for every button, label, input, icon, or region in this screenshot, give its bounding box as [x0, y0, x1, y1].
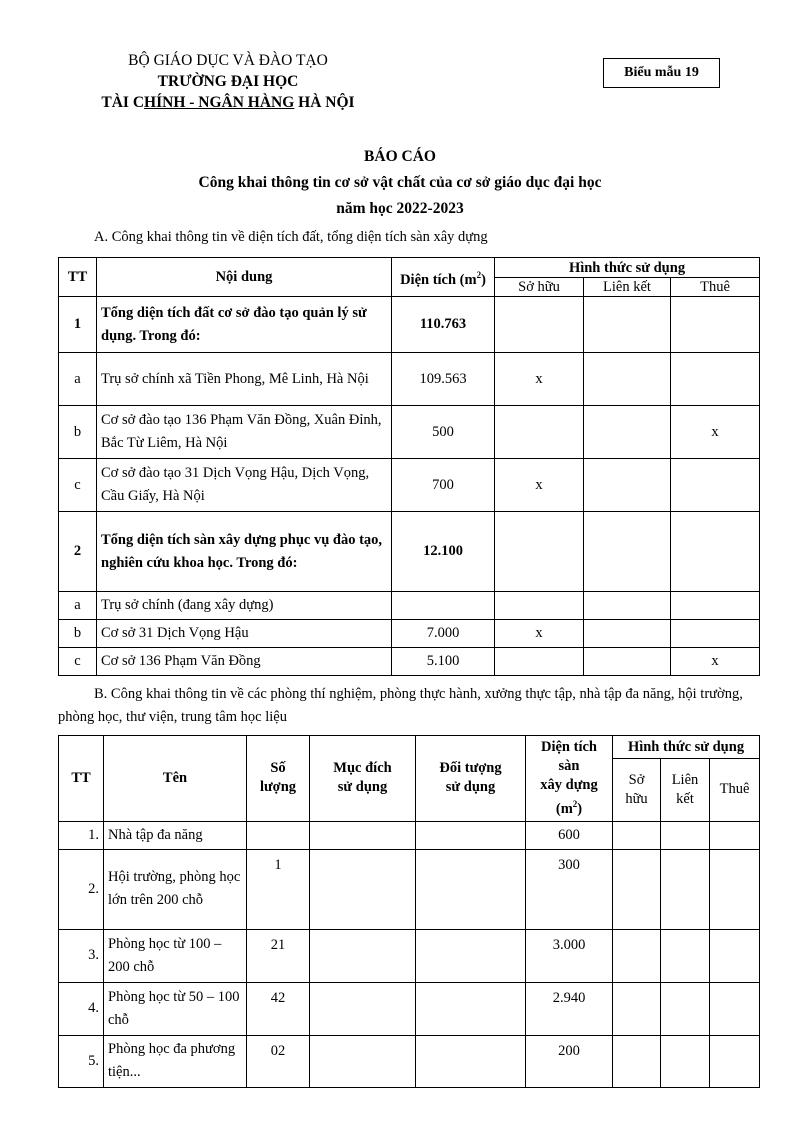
header-rent: Thuê	[671, 278, 760, 297]
report-title	[0, 144, 800, 222]
cell-joint	[584, 512, 671, 592]
cell-tt: 2	[59, 512, 97, 592]
cell-content: Tổng diện tích đất cơ sở đào tạo quản lý sử dụng. Trong đó:	[97, 297, 392, 353]
cell-tt: c	[59, 459, 97, 512]
cell-purpose	[310, 1035, 416, 1087]
cell-tt: c	[59, 648, 97, 676]
cell-area: 200	[526, 1035, 613, 1087]
facilities-table	[58, 735, 760, 1088]
cell-content: Cơ sở 31 Dịch Vọng Hậu	[97, 620, 392, 648]
cell-area: 7.000	[392, 620, 495, 648]
cell-quantity: 1	[247, 849, 310, 929]
cell-area	[392, 592, 495, 620]
table-row	[59, 821, 760, 849]
cell-rent	[671, 459, 760, 512]
cell-name: Phòng học từ 100 – 200 chỗ	[104, 929, 247, 982]
cell-joint	[584, 353, 671, 406]
table-row	[59, 982, 760, 1035]
header-own: Sở hữu	[613, 758, 661, 821]
header-name: Tên	[104, 736, 247, 822]
header-tt: TT	[59, 736, 104, 822]
cell-own: x	[495, 459, 584, 512]
cell-rent	[710, 982, 760, 1035]
form-label-box	[603, 58, 720, 88]
cell-joint	[584, 592, 671, 620]
header-quantity: Số lượng	[247, 736, 310, 822]
cell-rent	[671, 620, 760, 648]
cell-area: 700	[392, 459, 495, 512]
cell-rent	[671, 297, 760, 353]
cell-purpose	[310, 849, 416, 929]
table-row	[59, 353, 760, 406]
cell-content: Cơ sở đào tạo 136 Phạm Văn Đồng, Xuân Đỉnh, Bắc Từ Liêm, Hà Nội	[97, 406, 392, 459]
cell-purpose	[310, 929, 416, 982]
cell-area: 12.100	[392, 512, 495, 592]
cell-area: 3.000	[526, 929, 613, 982]
cell-area: 110.763	[392, 297, 495, 353]
cell-area: 600	[526, 821, 613, 849]
cell-rent	[671, 592, 760, 620]
cell-tt: a	[59, 592, 97, 620]
title-line1: BÁO CÁO	[364, 148, 436, 165]
header-content: Nội dung	[97, 258, 392, 297]
cell-purpose	[310, 982, 416, 1035]
table-row	[59, 459, 760, 512]
cell-content: Cơ sở đào tạo 31 Dịch Vọng Hậu, Dịch Vọng, Cầu Giấy, Hà Nội	[97, 459, 392, 512]
cell-rent: x	[671, 406, 760, 459]
cell-area: 109.563	[392, 353, 495, 406]
cell-own	[613, 1035, 661, 1087]
header-target: Đối tượng sử dụng	[416, 736, 526, 822]
cell-joint	[584, 648, 671, 676]
cell-own	[613, 982, 661, 1035]
header-organization	[58, 50, 398, 113]
cell-target	[416, 849, 526, 929]
table-row	[59, 297, 760, 353]
cell-tt: b	[59, 620, 97, 648]
table-row	[59, 620, 760, 648]
cell-own	[495, 297, 584, 353]
cell-area: 300	[526, 849, 613, 929]
school-name-prefix: TÀI C	[101, 94, 145, 111]
cell-name: Phòng học đa phương tiện...	[104, 1035, 247, 1087]
cell-rent	[671, 353, 760, 406]
cell-tt: 4.	[59, 982, 104, 1035]
cell-joint	[661, 1035, 710, 1087]
header-floor-area: Diện tích sàn xây dựng $(m^2)$	[526, 736, 613, 822]
cell-own	[613, 849, 661, 929]
cell-own	[495, 406, 584, 459]
cell-quantity	[247, 821, 310, 849]
header-rent: Thuê	[710, 758, 760, 821]
form-label: Biểu mẫu 19	[624, 65, 699, 80]
title-line2: Công khai thông tin cơ sở vật chất của cơ sở giáo dục đại học	[198, 174, 602, 191]
cell-rent	[710, 849, 760, 929]
cell-joint	[584, 620, 671, 648]
table-row	[59, 1035, 760, 1087]
cell-joint	[584, 406, 671, 459]
table-row	[59, 648, 760, 676]
cell-tt: b	[59, 406, 97, 459]
table-row	[59, 592, 760, 620]
cell-own	[613, 929, 661, 982]
cell-own	[613, 821, 661, 849]
cell-own	[495, 592, 584, 620]
header-usage: Hình thức sử dụng	[613, 736, 760, 759]
cell-own	[495, 648, 584, 676]
header-joint: Liên kết	[584, 278, 671, 297]
cell-joint	[661, 849, 710, 929]
header-joint: Liên kết	[661, 758, 710, 821]
cell-name: Nhà tập đa năng	[104, 821, 247, 849]
school-name-suffix: HÀ NỘI	[294, 94, 355, 111]
cell-name: Phòng học từ 50 – 100 chỗ	[104, 982, 247, 1035]
cell-rent: x	[671, 648, 760, 676]
cell-tt: a	[59, 353, 97, 406]
cell-purpose	[310, 821, 416, 849]
cell-rent	[710, 1035, 760, 1087]
cell-tt: 2.	[59, 849, 104, 929]
section-b-heading: B. Công khai thông tin về các phòng thí nghiệm, phòng thực hành, xưởng thực tập, nhà tập đa năng, hội trường, phòng học, thư viện, trung tâm học liệu	[58, 686, 743, 725]
cell-quantity: 21	[247, 929, 310, 982]
cell-joint	[661, 929, 710, 982]
cell-target	[416, 982, 526, 1035]
cell-area: 5.100	[392, 648, 495, 676]
ministry-name: BỘ GIÁO DỤC VÀ ĐÀO TẠO	[128, 52, 328, 69]
cell-joint	[661, 982, 710, 1035]
cell-rent	[710, 821, 760, 849]
cell-content: Tổng diện tích sàn xây dựng phục vụ đào tạo, nghiên cứu khoa học. Trong đó:	[97, 512, 392, 592]
cell-joint	[661, 821, 710, 849]
cell-tt: 1.	[59, 821, 104, 849]
cell-content: Trụ sở chính xã Tiền Phong, Mê Linh, Hà Nội	[97, 353, 392, 406]
cell-quantity: 42	[247, 982, 310, 1035]
cell-own	[495, 512, 584, 592]
cell-area: 500	[392, 406, 495, 459]
cell-tt: 5.	[59, 1035, 104, 1087]
section-a-heading: A. Công khai thông tin về diện tích đất, tổng diện tích sàn xây dựng	[94, 229, 488, 245]
header-tt: TT	[59, 258, 97, 297]
table-row	[59, 406, 760, 459]
school-name-line2	[58, 92, 398, 113]
cell-rent	[710, 929, 760, 982]
title-line3: năm học 2022-2023	[336, 200, 464, 217]
cell-target	[416, 929, 526, 982]
cell-content: Cơ sở 136 Phạm Văn Đồng	[97, 648, 392, 676]
table-row	[59, 849, 760, 929]
table-row	[59, 512, 760, 592]
cell-quantity: 02	[247, 1035, 310, 1087]
cell-own: x	[495, 620, 584, 648]
header-area: Diện tích $(m^2)$	[392, 258, 495, 297]
cell-content: Trụ sở chính (đang xây dựng)	[97, 592, 392, 620]
header-own: Sở hữu	[495, 278, 584, 297]
cell-area: 2.940	[526, 982, 613, 1035]
school-name-line1: TRƯỜNG ĐẠI HỌC	[157, 73, 299, 90]
header-purpose: Mục đích sử dụng	[310, 736, 416, 822]
table-row	[59, 929, 760, 982]
land-area-table	[58, 257, 760, 676]
cell-joint	[584, 459, 671, 512]
cell-tt: 3.	[59, 929, 104, 982]
cell-target	[416, 821, 526, 849]
cell-name: Hội trường, phòng học lớn trên 200 chỗ	[104, 849, 247, 929]
header-usage: Hình thức sử dụng	[495, 258, 760, 278]
cell-joint	[584, 297, 671, 353]
cell-target	[416, 1035, 526, 1087]
school-name-underlined: HÍNH - NGÂN HÀNG	[144, 94, 295, 111]
cell-rent	[671, 512, 760, 592]
cell-tt: 1	[59, 297, 97, 353]
cell-own: x	[495, 353, 584, 406]
